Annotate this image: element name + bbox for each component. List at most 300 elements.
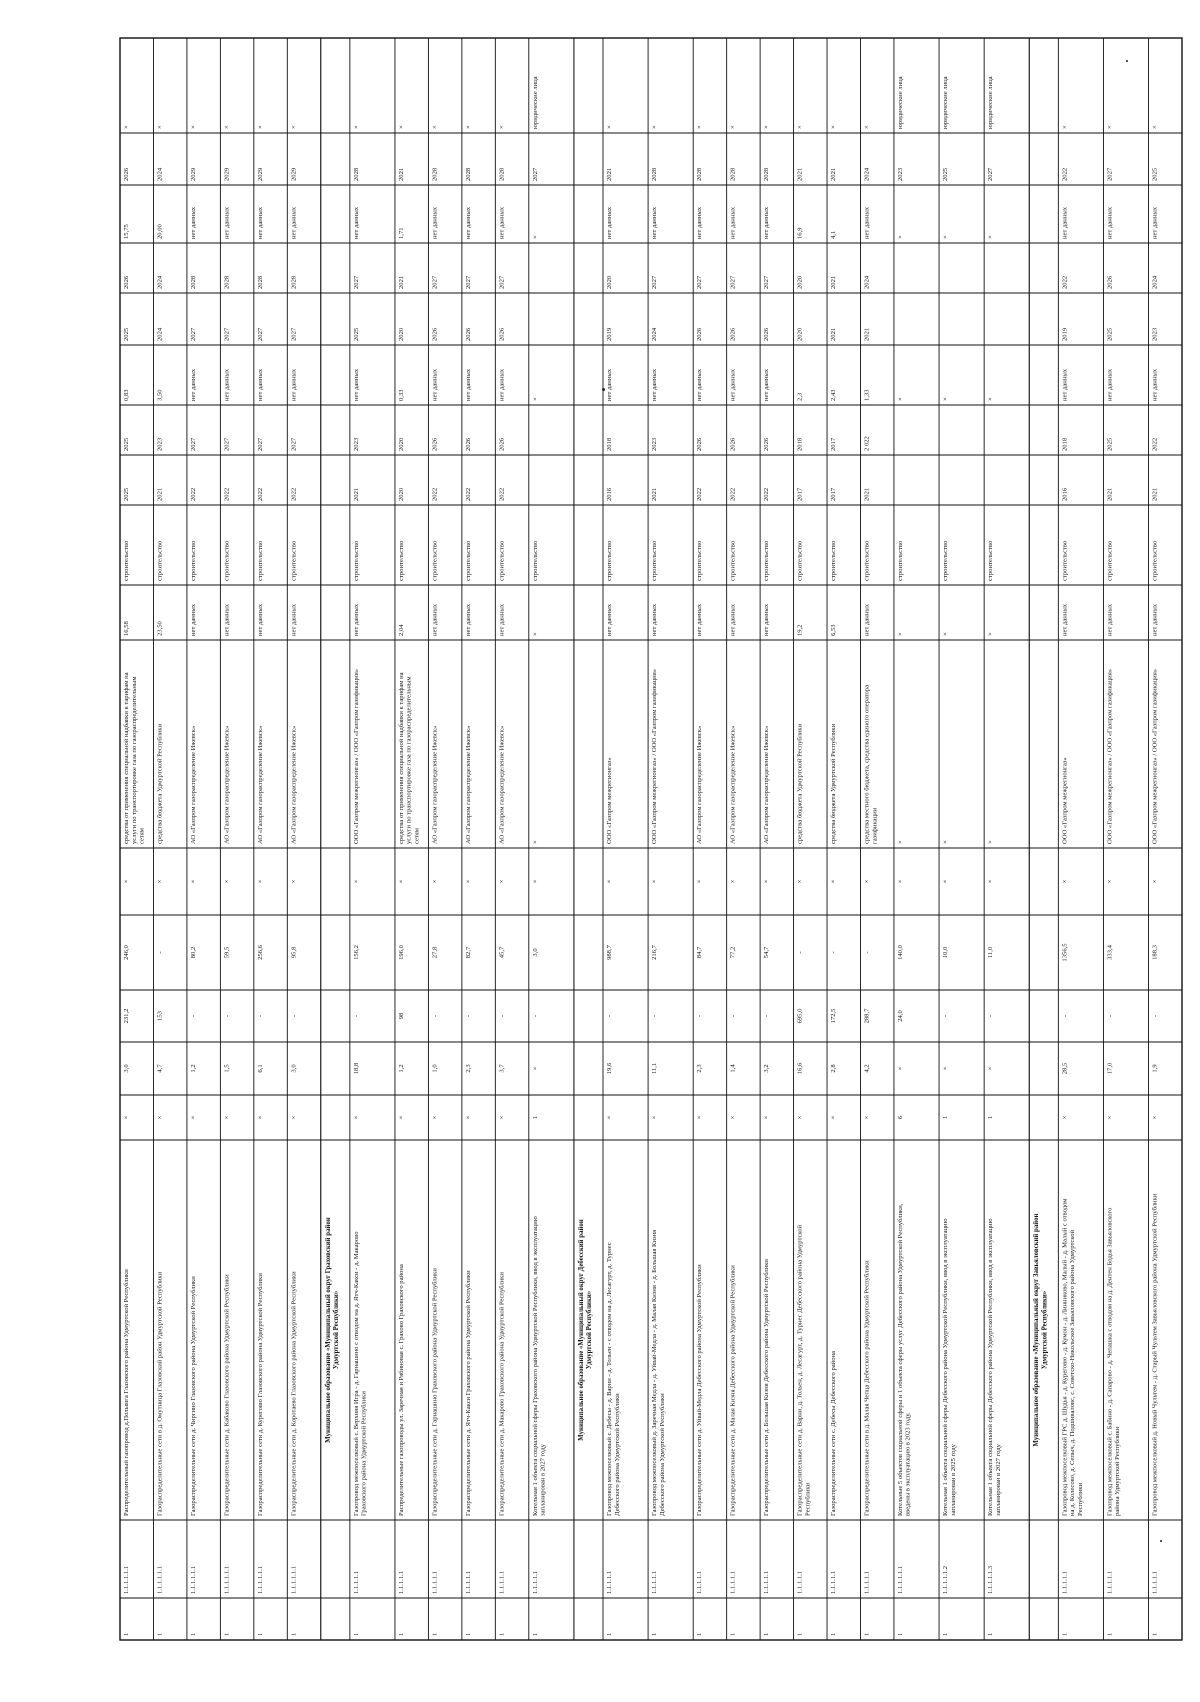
cell-name xyxy=(1106,1207,1121,1516)
cell-y1 xyxy=(290,488,297,501)
cell-flag-line: × xyxy=(498,1115,506,1120)
cell-y2 xyxy=(353,437,360,451)
cell-y5-line: 2028 xyxy=(696,167,704,181)
cell-c3-line: × xyxy=(223,879,231,884)
cell-c3 xyxy=(651,879,658,883)
cell-c2 xyxy=(1106,944,1113,960)
cell-y1 xyxy=(398,487,405,501)
cell-v2 xyxy=(606,206,613,239)
cell-cons xyxy=(156,125,163,129)
cell-km-line: 19,6 xyxy=(605,1062,613,1075)
cell-cons xyxy=(1106,125,1113,129)
cell-c2 xyxy=(863,951,870,953)
cell-y4 xyxy=(1106,275,1113,289)
cell-src-line: ООО «Газпром межрегионгаз» / ООО «Газпром газификация» xyxy=(352,668,360,844)
cell-c1-line: - xyxy=(1061,1014,1069,1018)
cell-cost-line: 6,53 xyxy=(830,624,838,636)
cell-cost-line: нет данных xyxy=(431,603,439,636)
cell-name xyxy=(1061,1198,1084,1516)
cell-cost-line: нет данных xyxy=(1061,603,1069,636)
cell-kind-line: строительство xyxy=(987,540,995,581)
cell-name xyxy=(398,1264,405,1516)
cell-v1 xyxy=(353,368,360,401)
cell-src xyxy=(156,723,163,844)
cell-y4-line: 2027 xyxy=(464,275,472,289)
cell-y1 xyxy=(1106,488,1113,501)
cell-code xyxy=(696,1571,703,1594)
cell-name-line: Газораспределительные сети д. Коротаево Глазовского района Удмуртской Республики xyxy=(290,1271,298,1516)
cell-c3 xyxy=(863,879,870,883)
cell-kind-line: строительство xyxy=(729,540,737,581)
cell-y5-line: 2021 xyxy=(397,167,405,181)
cell-c1 xyxy=(257,1015,264,1017)
cell-y2-line: 2025 xyxy=(123,437,130,451)
section-title-line: Муниципальное образование «Муниципальный округ Завьяловский район xyxy=(1033,1213,1041,1447)
cell-n-line: 1 xyxy=(498,1632,506,1636)
cell-cons-line: × xyxy=(763,125,771,129)
cell-y5 xyxy=(797,168,804,181)
cell-cost-line: нет данных xyxy=(1151,603,1159,636)
cell-km-line: 1,9 xyxy=(1151,1064,1159,1073)
cell-v1 xyxy=(942,397,949,401)
cell-cost xyxy=(290,603,297,636)
cell-y4-line: 2020 xyxy=(796,275,804,289)
cell-y5 xyxy=(190,167,197,181)
cell-v1-line: нет данных xyxy=(352,368,360,401)
cell-c2-line: 216,7 xyxy=(651,945,659,960)
cell-src-line: средства бюджета Удмуртской Республики xyxy=(830,723,838,844)
cell-src xyxy=(830,723,837,844)
cell-c2-line: 333,4 xyxy=(1106,945,1114,960)
cell-name-line: Газораспределительные сети д. Макарово Граховского района Удмуртской Республики xyxy=(498,1272,506,1516)
cell-cost xyxy=(257,603,264,636)
cell-flag xyxy=(190,1115,197,1119)
cell-name-line: запланирован в 2025 году xyxy=(949,1444,957,1516)
cell-v2-line: нет данных xyxy=(290,206,298,239)
cell-c3 xyxy=(123,879,130,883)
cell-c2 xyxy=(398,944,405,960)
cell-y3 xyxy=(123,327,130,341)
cell-v1-line: нет данных xyxy=(1106,368,1114,401)
cell-v1 xyxy=(431,368,438,401)
cell-kind xyxy=(1061,540,1068,581)
cell-flag xyxy=(942,1116,949,1119)
cell-y3-line: 2020 xyxy=(397,327,405,341)
cell-kind-line: строительство xyxy=(863,540,871,581)
cell-code xyxy=(942,1566,949,1594)
cell-name xyxy=(606,1242,621,1516)
cell-src-line: АО «Газпром газораспределение Ижевск» xyxy=(498,725,506,844)
cell-n xyxy=(498,1633,505,1636)
cell-code-line: 1.1.1.1.1 xyxy=(1106,1570,1114,1594)
cell-y5 xyxy=(606,168,613,181)
cell-code-line: 1.1.1.1.1 xyxy=(729,1570,737,1594)
cell-y2-line: 2026 xyxy=(763,437,771,451)
cell-y5 xyxy=(290,167,297,181)
cell-cons xyxy=(987,76,994,129)
cell-cons-line: × xyxy=(223,125,231,129)
cell-kind-line: строительство xyxy=(796,540,804,581)
cell-c3 xyxy=(290,879,297,883)
cell-km xyxy=(290,1064,297,1073)
cell-name xyxy=(257,1273,264,1516)
cell-c1-line: 695,0 xyxy=(796,1008,804,1024)
cell-y2-line: 2027 xyxy=(290,437,298,451)
cell-cost xyxy=(498,603,505,636)
cell-name-line: запланирован в 2027 году xyxy=(994,1444,1002,1516)
cell-cons-line: × xyxy=(397,125,405,129)
cell-name-line: Газораспределительные сети в д. Малая Чепца Дебесского района Удмуртской Республики xyxy=(863,1260,871,1516)
cell-name xyxy=(498,1272,505,1516)
cell-c3-line: × xyxy=(123,879,130,884)
cell-kind-line: строительство xyxy=(290,540,298,581)
cell-c2 xyxy=(606,944,613,960)
cell-cost xyxy=(223,603,230,636)
cell-v2 xyxy=(431,206,438,239)
cell-c1 xyxy=(606,1015,613,1017)
cell-c2-line: 140,0 xyxy=(896,945,904,960)
cell-cons-line: × xyxy=(1151,125,1159,129)
cell-cons-line: × xyxy=(156,125,164,129)
cell-name xyxy=(696,1264,703,1516)
cell-y1 xyxy=(353,488,360,501)
cell-src-line: АО «Газпром газораспределение Ижевск» xyxy=(256,725,264,844)
cell-v2-line: × xyxy=(896,235,904,239)
cell-y4-line: 2024 xyxy=(1151,275,1159,289)
cell-c1-line: - xyxy=(531,1014,539,1018)
cell-cons xyxy=(257,125,264,129)
cell-v1-line: × xyxy=(896,397,904,401)
cell-v1-line: нет данных xyxy=(763,368,771,401)
cell-c3-line: × xyxy=(796,879,804,884)
cell-km-line: 3,7 xyxy=(498,1064,506,1073)
cell-y4-line: 2024 xyxy=(156,275,164,289)
cell-code-line: 1.1.1.1.1.3 xyxy=(987,1565,995,1594)
cell-c1 xyxy=(987,1015,994,1017)
cell-km-line: × xyxy=(896,1066,904,1071)
cell-y1-line: 2022 xyxy=(729,487,737,501)
cell-v2-line: нет данных xyxy=(651,206,659,239)
cell-c2-line: 10,0 xyxy=(942,946,950,959)
cell-src-line: ООО «Газпром межрегионгаз» xyxy=(1061,757,1069,844)
cell-c2 xyxy=(156,951,163,953)
cell-src-line: × xyxy=(531,840,539,844)
cell-code-line: 1.1.1.1.1 xyxy=(397,1570,405,1594)
cell-flag-line: × xyxy=(1061,1115,1069,1120)
cell-name-line: Газораспределительные сети д. Ятч-Какси Граховского района Удмуртской Республики xyxy=(464,1270,472,1516)
cell-src xyxy=(353,669,360,844)
cell-n-line: 1 xyxy=(942,1632,950,1636)
cell-km xyxy=(696,1064,703,1073)
cell-y4 xyxy=(606,275,613,289)
cell-name-line: района Удмуртской Республики xyxy=(1114,1426,1122,1516)
cell-cost-line: × xyxy=(942,632,950,636)
cell-c3-line: × xyxy=(696,879,704,884)
cell-c1 xyxy=(942,1015,949,1017)
cell-cons-line: × xyxy=(796,125,804,129)
cell-km xyxy=(353,1062,360,1074)
cell-km xyxy=(498,1064,505,1073)
cell-src-line: средства от применения специальной надбавки к тарифам на xyxy=(397,672,405,844)
cell-y5 xyxy=(431,167,438,181)
cell-y5-line: 2021 xyxy=(830,167,838,181)
cell-y5-line: 2023 xyxy=(896,167,904,181)
cell-v1 xyxy=(897,397,904,401)
cell-y4 xyxy=(730,275,737,289)
cell-y5-line: 2026 xyxy=(123,167,130,181)
cell-c2-line: 27,8 xyxy=(431,946,439,959)
cell-src xyxy=(987,840,994,844)
cell-c1-line: 288,7 xyxy=(863,1008,871,1024)
cell-kind xyxy=(830,540,837,581)
cell-flag-line: × xyxy=(796,1115,804,1120)
cell-km-line: 2,3 xyxy=(696,1064,704,1073)
cell-cons-line: × xyxy=(830,125,838,129)
section-title-line: Удмуртской Республики» xyxy=(1041,1290,1049,1370)
cell-v1-line: 0,83 xyxy=(123,389,130,401)
cell-y4-line: 2022 xyxy=(1061,275,1069,289)
cell-n-line: 1 xyxy=(863,1632,871,1636)
cell-src-line: АО «Газпром газораспределение Ижевск» xyxy=(696,725,704,844)
cell-flag-line: × xyxy=(729,1115,737,1120)
cell-src xyxy=(730,726,737,844)
cell-n xyxy=(156,1633,163,1636)
cell-flag-line: × xyxy=(156,1115,164,1120)
cell-km-line: × xyxy=(531,1066,539,1071)
cell-flag-line: × xyxy=(830,1115,838,1120)
cell-y3-line: 2026 xyxy=(431,327,439,341)
cell-v1 xyxy=(1152,368,1159,401)
cell-y2 xyxy=(431,437,438,451)
cell-v1-line: 0,33 xyxy=(397,389,405,401)
cell-name-line: Газораспределительные сети д. Варни, д. Тольен, д. Лесагурт, д. Турнес Дебесского района Удмуртской xyxy=(796,1224,804,1516)
cell-c3-line: × xyxy=(498,879,506,884)
cell-y3-line: 2020 xyxy=(796,327,804,341)
cell-y2-line: 2018 xyxy=(1061,437,1069,451)
cell-v2 xyxy=(290,206,297,239)
cell-cost xyxy=(987,632,994,636)
cell-name-line: Котельные 5 объектов социальной сферы и 1 объекта сферы услуг Дебесского района Удмуртской Республики, xyxy=(896,1203,904,1516)
cell-c3-line: × xyxy=(156,879,164,884)
cell-y1 xyxy=(431,488,438,501)
cell-src-line: средства бюджета Удмуртской Республики xyxy=(796,723,804,844)
cell-code xyxy=(123,1566,130,1594)
cell-y1-line: 2022 xyxy=(696,487,704,501)
cell-km-line: 3,0 xyxy=(123,1064,130,1073)
cell-src xyxy=(431,726,438,844)
cell-c3 xyxy=(1152,879,1159,883)
cell-n-line: 1 xyxy=(796,1632,804,1636)
cell-name xyxy=(465,1270,472,1516)
cell-c3 xyxy=(431,879,438,883)
cell-cons xyxy=(498,125,505,129)
cell-flag-line: 1 xyxy=(942,1115,950,1120)
cell-v2-line: нет данных xyxy=(464,206,472,239)
cell-code-line: 1.1.1.1.1 xyxy=(696,1570,704,1594)
cell-c2-line: - xyxy=(156,951,164,954)
cell-y3 xyxy=(257,327,264,341)
cell-cons xyxy=(353,125,360,129)
cell-y5 xyxy=(123,167,130,181)
cell-y1 xyxy=(863,488,870,501)
cell-cost-line: нет данных xyxy=(605,603,613,636)
cell-cons-line: юридические лица xyxy=(942,76,950,129)
cell-cons xyxy=(290,125,297,129)
cell-name-line: Котельная 1 объекта социальной сферы Дебесского района Удмуртской Республики, ввод в эксплуатацию xyxy=(987,1218,995,1516)
cell-name-line: запланирован в 2027 году xyxy=(539,1444,547,1516)
cell-c2 xyxy=(532,948,539,957)
cell-y4 xyxy=(290,275,297,289)
cell-y4 xyxy=(498,275,505,289)
cell-c3-line: × xyxy=(942,879,950,884)
cell-v2-line: × xyxy=(531,235,539,239)
cell-y2-line: 2026 xyxy=(729,437,737,451)
cell-y2-line: 2 022 xyxy=(863,436,871,451)
cell-kind xyxy=(123,540,130,581)
cell-flag xyxy=(797,1115,804,1119)
cell-kind xyxy=(730,540,737,581)
cell-flag-line: × xyxy=(397,1115,405,1120)
cell-c3 xyxy=(696,879,703,883)
cell-src-line: сетям xyxy=(413,828,421,844)
cell-y2 xyxy=(1061,437,1068,451)
cell-y3-line: 2025 xyxy=(1106,327,1114,341)
cell-km-line: 17,0 xyxy=(1106,1062,1114,1075)
cell-y3 xyxy=(797,327,804,341)
cell-n-line: 1 xyxy=(189,1632,197,1636)
cell-c1 xyxy=(1152,1015,1159,1017)
cell-y2-line: 2023 xyxy=(352,437,360,451)
cell-code-line: 1.1.1.1.1.1 xyxy=(156,1565,164,1594)
cell-y1-line: 2021 xyxy=(1106,487,1114,501)
cell-c2-line: 80,2 xyxy=(189,946,197,959)
cell-cons-line: юридические лица xyxy=(987,76,995,129)
cell-name xyxy=(763,1259,770,1516)
cell-y2 xyxy=(398,437,405,451)
cell-y3 xyxy=(465,327,472,341)
cell-v1 xyxy=(606,368,613,401)
cell-name xyxy=(223,1274,230,1516)
cell-km xyxy=(606,1062,613,1074)
cell-c3 xyxy=(532,879,539,883)
cell-c2-line: 11,0 xyxy=(987,946,995,959)
cell-flag xyxy=(223,1115,230,1119)
cell-y4 xyxy=(763,275,770,289)
cell-src-line: ООО «Газпром межрегионгаз» / ООО «Газпром газификация» xyxy=(1151,668,1159,844)
cell-c2-line: 82,7 xyxy=(464,946,472,959)
cell-c1 xyxy=(897,1010,904,1022)
cell-v1 xyxy=(223,368,230,401)
cell-km-line: 1,2 xyxy=(397,1064,405,1073)
cell-y4 xyxy=(156,275,163,289)
cell-y2 xyxy=(156,437,163,451)
cell-src-line: ООО «Газпром межрегионгаз» / ООО «Газпром газификация» xyxy=(1106,668,1114,844)
cell-kind xyxy=(863,540,870,581)
cell-cost-line: 19,2 xyxy=(796,624,804,636)
cell-kind-line: строительство xyxy=(1151,540,1159,581)
cell-y3 xyxy=(606,327,613,341)
cell-n-line: 1 xyxy=(987,1632,995,1636)
cell-v2-line: × xyxy=(942,235,950,239)
cell-y2 xyxy=(1106,437,1113,451)
cell-y1-line: 2020 xyxy=(397,487,405,501)
cell-cons xyxy=(942,76,949,129)
cell-y1 xyxy=(797,487,804,501)
cell-kind xyxy=(431,540,438,581)
cell-y5 xyxy=(987,167,994,181)
cell-v1-line: нет данных xyxy=(1151,368,1159,401)
cell-y1-line: 2021 xyxy=(863,487,871,501)
cell-km xyxy=(223,1064,230,1073)
cell-n xyxy=(897,1633,904,1636)
cell-name-line: Республики xyxy=(1076,1482,1084,1516)
cell-v1-line: нет данных xyxy=(223,368,231,401)
cell-km-line: 2,3 xyxy=(464,1064,472,1073)
cell-y5 xyxy=(863,167,870,181)
cell-code-line: 1.1.1.1.1.1 xyxy=(223,1565,231,1594)
cell-c3-line: × xyxy=(352,879,360,884)
cell-name xyxy=(290,1271,297,1516)
cell-c1-line: - xyxy=(605,1014,613,1018)
cell-y3-line: 2025 xyxy=(352,327,360,341)
cell-v1-line: нет данных xyxy=(651,368,659,401)
cell-flag xyxy=(398,1115,405,1119)
cell-src-line: АО «Газпром газораспределение Ижевск» xyxy=(464,725,472,844)
cell-flag xyxy=(730,1115,737,1119)
cell-kind xyxy=(353,540,360,581)
cell-y4-line: 2028 xyxy=(189,275,197,289)
cell-flag-line: × xyxy=(223,1115,231,1120)
cell-code-line: 1.1.1.1.1 xyxy=(1151,1570,1159,1594)
cell-y5-line: 2028 xyxy=(431,167,439,181)
cell-kind-line: строительство xyxy=(896,540,904,581)
cell-cost-line: нет данных xyxy=(189,603,197,636)
cell-n-line: 1 xyxy=(123,1632,130,1636)
cell-v2 xyxy=(532,235,539,239)
scan-speck xyxy=(1126,60,1128,62)
cell-cost-line: нет данных xyxy=(729,603,737,636)
cell-kind xyxy=(398,540,405,581)
cell-y4 xyxy=(465,275,472,289)
cell-name-line: Газораспределительные сети д. Большая Кизня Дебесского района Удмуртской Республики xyxy=(763,1259,771,1516)
cell-n-line: 1 xyxy=(531,1632,539,1636)
cell-src-line: услуги по транспортировке газа по газораспределительным xyxy=(130,676,138,844)
cell-y4 xyxy=(353,275,360,289)
cell-y2-line: 2027 xyxy=(256,437,264,451)
section-title-line: Удмуртской Республики» xyxy=(332,1290,340,1370)
cell-kind-line: строительство xyxy=(123,540,130,581)
cell-y3 xyxy=(498,327,505,341)
cell-y5-line: 2029 xyxy=(189,167,197,181)
cell-km xyxy=(897,1066,904,1070)
cell-y2-line: 2025 xyxy=(1106,437,1114,451)
cell-y3 xyxy=(156,327,163,341)
cell-n xyxy=(1061,1633,1068,1636)
cell-v2-line: × xyxy=(987,235,995,239)
cell-src-line: средства от применения специальной надбавки к тарифам на xyxy=(123,672,130,844)
cell-code-line: 1.1.1.1.1 xyxy=(352,1570,360,1594)
cell-name-line: Республики xyxy=(804,1482,812,1516)
cell-n xyxy=(987,1633,994,1636)
cell-code-line: 1.1.1.1.1.1 xyxy=(896,1565,904,1594)
cell-c2 xyxy=(123,944,130,960)
cell-flag xyxy=(156,1115,163,1119)
cell-y5 xyxy=(1061,168,1068,181)
cell-y2 xyxy=(123,437,130,451)
cell-flag xyxy=(651,1115,658,1119)
cell-flag xyxy=(763,1115,770,1119)
cell-v2-line: нет данных xyxy=(863,206,871,239)
